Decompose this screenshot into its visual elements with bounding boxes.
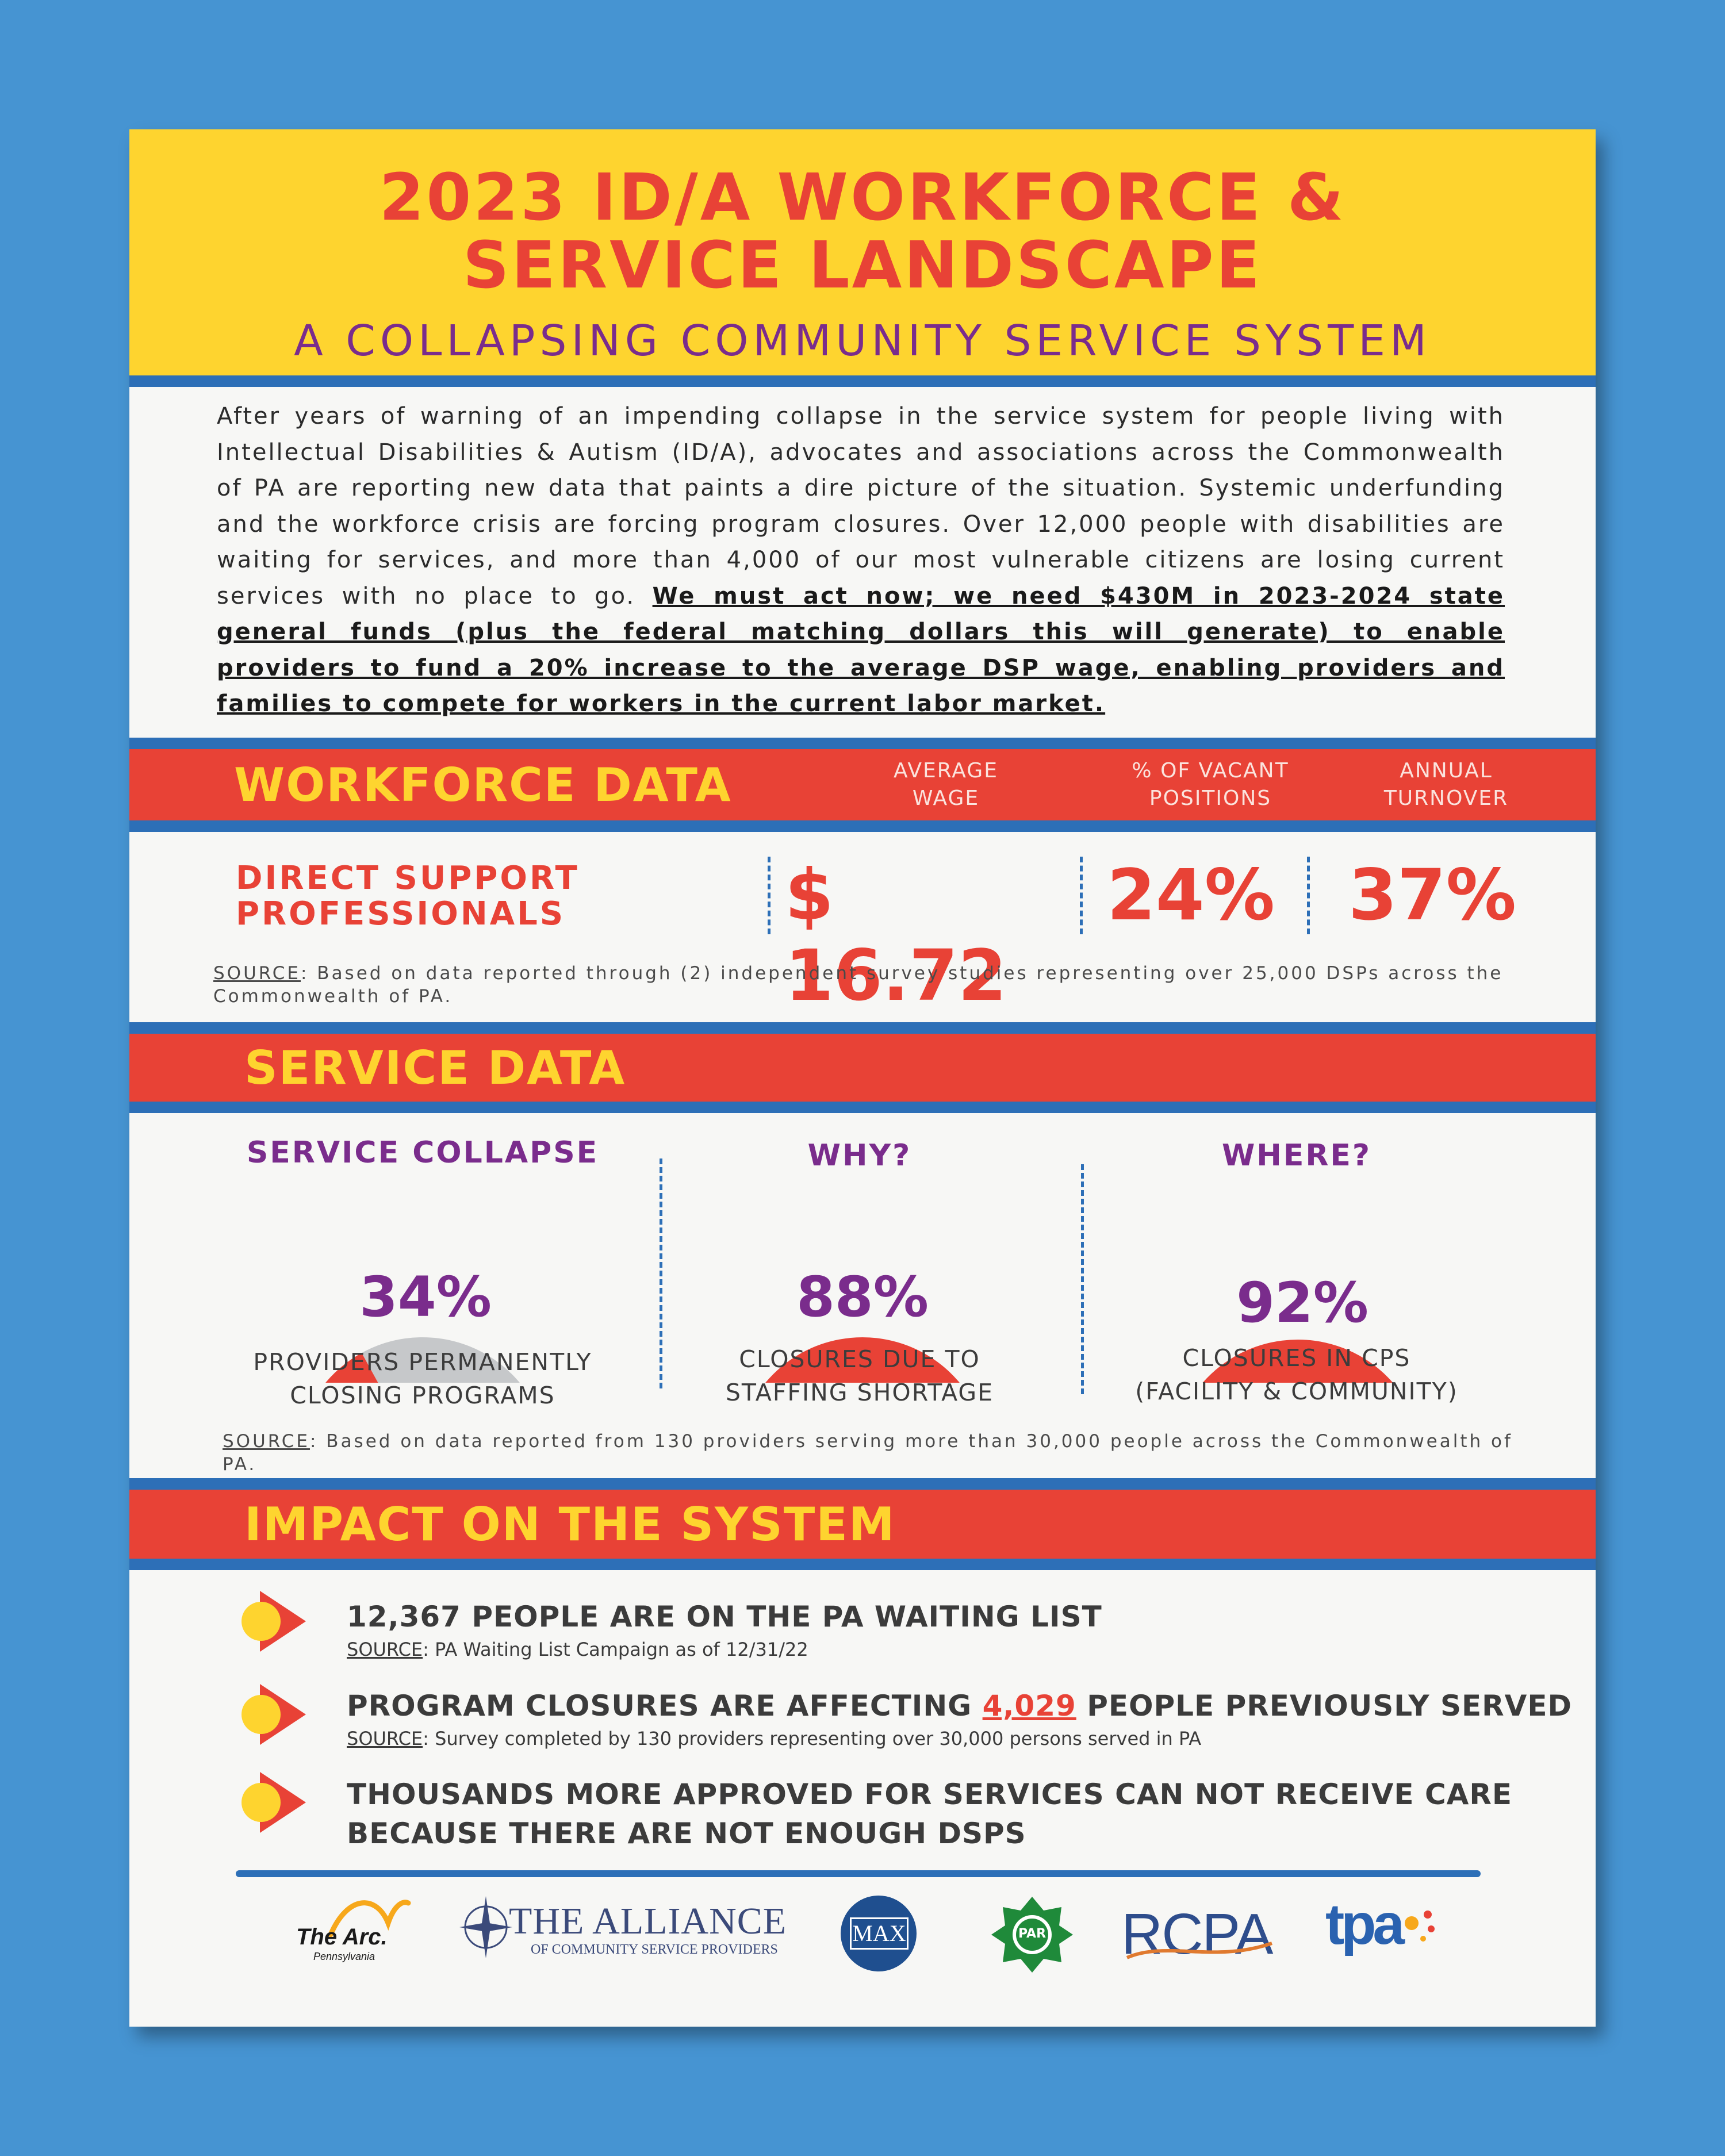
source-text: : Survey completed by 130 providers representing over 30,000 persons served in PA bbox=[423, 1728, 1202, 1750]
headline-line: BECAUSE THERE ARE NOT ENOUGH DSPS bbox=[347, 1817, 1026, 1850]
arc-logo bbox=[290, 1889, 423, 1975]
column-header-line: AVERAGE bbox=[894, 759, 998, 782]
row-label-line: DIRECT SUPPORT bbox=[236, 860, 580, 897]
gauge-caption bbox=[1107, 1341, 1486, 1408]
source-text: : Based on data reported from 130 providers serving more than 30,000 people across the Commonwealth of PA. bbox=[223, 1431, 1513, 1475]
column-divider bbox=[768, 857, 770, 934]
impact-source bbox=[347, 1728, 1201, 1750]
column-header-line: ANNUAL bbox=[1400, 759, 1493, 782]
column-header-line: POSITIONS bbox=[1149, 787, 1272, 810]
gauge-title: WHY? bbox=[807, 1138, 912, 1173]
headline-text: PROGRAM CLOSURES ARE AFFECTING bbox=[347, 1689, 983, 1723]
caption-line: CLOSURES IN CPS bbox=[1182, 1344, 1411, 1372]
intro-text: After years of warning of an impending collapse in the service system for people living with Intellectual Disabilities & Autism (ID/A), advocates and associations across the Commonwealth of PA are reporting new data that paints a dire picture of the situation. Systemic underfunding and the workforce crisis are forcing program closures. Over 12,000 people with disabilities are waiting for services, and more than 4,000 of our most vulnerable citizens are losing current services with no place to go. bbox=[217, 403, 1505, 609]
column-divider bbox=[1080, 857, 1083, 934]
service-title: SERVICE DATA bbox=[244, 1041, 626, 1095]
divider-bar bbox=[129, 1559, 1596, 1570]
row-label bbox=[236, 861, 580, 932]
gauge-title: WHERE? bbox=[1221, 1138, 1372, 1173]
divider-bar bbox=[129, 820, 1596, 832]
arrow-bullet-icon bbox=[241, 1590, 310, 1653]
caption-line: CLOSING PROGRAMS bbox=[290, 1382, 555, 1409]
workforce-title: WORKFORCE DATA bbox=[234, 758, 732, 812]
gauge-title: SERVICE COLLAPSE bbox=[246, 1135, 599, 1170]
divider-bar bbox=[129, 1478, 1596, 1490]
compass-icon bbox=[457, 1892, 515, 1961]
tpa-logo bbox=[1325, 1886, 1440, 1972]
service-source bbox=[223, 1430, 1545, 1476]
divider-bar bbox=[129, 738, 1596, 749]
workforce-band bbox=[129, 749, 1596, 820]
tpa-logo-text: tpa bbox=[1325, 1892, 1401, 1956]
impact-headline: 12,367 PEOPLE ARE ON THE PA WAITING LIST bbox=[347, 1600, 1102, 1633]
tpa-sun-icon bbox=[1389, 1897, 1440, 1949]
par-logo bbox=[989, 1893, 1075, 1974]
divider-bar bbox=[129, 1102, 1596, 1113]
call-to-action: We must act now; we need $430M in 2023-2024 state general funds (plus the federal matching dollars this will generate) to enable providers to fund a 20% increase to the average DSP wage, enabling providers and families to compete for workers in the current labor market. bbox=[217, 582, 1505, 717]
divider-bar bbox=[129, 1022, 1596, 1034]
alliance-logo-subtext: OF COMMUNITY SERVICE PROVIDERS bbox=[531, 1942, 778, 1957]
arrow-bullet-icon bbox=[241, 1683, 310, 1746]
alliance-logo bbox=[457, 1892, 802, 1966]
column-header-vacant bbox=[1095, 757, 1325, 812]
intro-paragraph bbox=[217, 398, 1505, 722]
page-subtitle: A COLLAPSING COMMUNITY SERVICE SYSTEM bbox=[294, 316, 1431, 366]
caption-line: PROVIDERS PERMANENTLY bbox=[253, 1348, 592, 1376]
workforce-source bbox=[213, 962, 1536, 1008]
caption-line: CLOSURES DUE TO bbox=[739, 1345, 980, 1373]
impact-headline bbox=[347, 1686, 1572, 1725]
source-text: : Based on data reported through (2) independent survey studies representing over 25,000 DSPs across the Commonwealth of PA. bbox=[213, 963, 1504, 1007]
headline-line: THOUSANDS MORE APPROVED FOR SERVICES CAN NOT RECEIVE CARE bbox=[347, 1778, 1512, 1811]
column-header-wage bbox=[854, 757, 1038, 812]
headline-highlight: 4,029 bbox=[982, 1689, 1076, 1723]
impact-source bbox=[347, 1639, 808, 1660]
arrow-bullet-icon bbox=[241, 1771, 310, 1834]
gauge-caption bbox=[670, 1342, 1049, 1409]
source-text: : PA Waiting List Campaign as of 12/31/22 bbox=[423, 1639, 808, 1660]
service-band bbox=[129, 1034, 1596, 1102]
impact-headline bbox=[347, 1775, 1512, 1853]
average-wage-value: $ 16.72 bbox=[785, 854, 1007, 1016]
page-title-line1: 2023 ID/A WORKFORCE & bbox=[379, 160, 1346, 235]
rcpa-logo-text: RCPA bbox=[1121, 1902, 1272, 1966]
par-logo-text: PAR bbox=[1018, 1927, 1046, 1941]
gauge-percent: 92% bbox=[1236, 1271, 1368, 1335]
gauge-caption bbox=[233, 1345, 612, 1412]
rcpa-logo bbox=[1121, 1894, 1294, 1969]
impact-band bbox=[129, 1490, 1596, 1559]
divider-bar bbox=[129, 375, 1596, 387]
page-title-line2: SERVICE LANDSCAPE bbox=[462, 228, 1263, 303]
annual-turnover-value: 37% bbox=[1348, 854, 1517, 936]
caption-line: STAFFING SHORTAGE bbox=[725, 1379, 994, 1406]
footer-rule bbox=[236, 1870, 1481, 1877]
column-header-turnover bbox=[1354, 757, 1538, 812]
arc-logo-subtext: Pennsylvania bbox=[313, 1951, 375, 1962]
column-header-line: WAGE bbox=[912, 787, 980, 810]
row-label-line: PROFESSIONALS bbox=[236, 895, 566, 933]
vacant-positions-value: 24% bbox=[1107, 854, 1275, 936]
column-header-line: % OF VACANT bbox=[1132, 759, 1289, 782]
alliance-logo-text: THE ALLIANCE bbox=[509, 1900, 787, 1942]
gauge-divider bbox=[660, 1158, 662, 1388]
headline-text: PEOPLE PREVIOUSLY SERVED bbox=[1076, 1689, 1573, 1723]
max-logo-text: MAX bbox=[850, 1917, 908, 1950]
source-label: SOURCE bbox=[347, 1639, 423, 1660]
column-divider bbox=[1307, 857, 1310, 934]
source-label: SOURCE bbox=[223, 1431, 310, 1452]
rcpa-swoosh-icon bbox=[1121, 1935, 1276, 1969]
gauge-divider bbox=[1081, 1164, 1084, 1394]
arc-logo-text: The Arc. bbox=[296, 1924, 388, 1950]
column-header-line: TURNOVER bbox=[1383, 787, 1509, 810]
source-label: SOURCE bbox=[213, 963, 301, 984]
impact-title: IMPACT ON THE SYSTEM bbox=[244, 1498, 896, 1551]
max-logo bbox=[841, 1896, 917, 1971]
gauge-percent: 88% bbox=[796, 1265, 929, 1329]
fact-sheet bbox=[129, 129, 1596, 2027]
caption-line: (FACILITY & COMMUNITY) bbox=[1135, 1378, 1458, 1405]
gauge-percent: 34% bbox=[359, 1265, 492, 1329]
header-banner bbox=[129, 129, 1596, 375]
source-label: SOURCE bbox=[347, 1728, 423, 1750]
